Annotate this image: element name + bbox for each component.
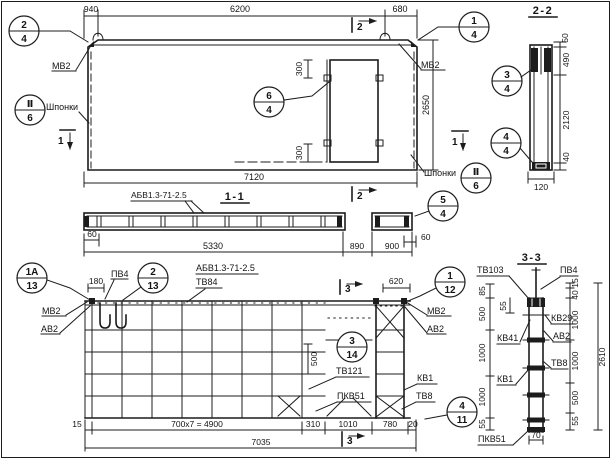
label-tv8: ТВ8 <box>551 358 568 368</box>
svg-text:12: 12 <box>444 285 456 296</box>
dim-310: 310 <box>305 419 321 429</box>
label-mv2-left: МВ2 <box>42 306 61 316</box>
svg-text:4: 4 <box>503 132 509 143</box>
label-series: АБВ1.3-71-2.5 <box>196 263 255 273</box>
dim-70: 70 <box>531 430 541 440</box>
label-mv2-right: МВ2 <box>427 306 446 316</box>
dim-1010: 1010 <box>338 419 358 429</box>
svg-text:1: 1 <box>447 271 453 282</box>
label-kv41: КВ41 <box>497 333 519 343</box>
callout-keys-left <box>15 95 45 125</box>
label-tv84: ТВ84 <box>196 277 218 287</box>
svg-text:1: 1 <box>452 137 458 148</box>
section-marker-1-right <box>452 131 468 150</box>
dim-2610-total: 2610 <box>597 347 607 367</box>
dim-680: 680 <box>392 4 408 14</box>
top-anchor <box>531 48 538 72</box>
svg-text:3: 3 <box>345 284 351 295</box>
dim-1000-left-a: 1000 <box>477 343 487 363</box>
dim-55-left-bottom: 55 <box>477 419 487 429</box>
callout-4-4 <box>491 128 532 162</box>
label-pv4: ПВ4 <box>111 269 129 279</box>
dim-1000-left-b: 1000 <box>477 387 487 407</box>
pin-hook <box>116 303 126 328</box>
label-tv8: ТВ8 <box>416 391 433 401</box>
svg-text:Ⅱ: Ⅱ <box>26 99 34 110</box>
svg-text:5: 5 <box>440 195 446 206</box>
label-kv1: КВ1 <box>497 374 514 384</box>
label-tv103: ТВ103 <box>477 265 504 275</box>
svg-text:11: 11 <box>456 415 468 426</box>
label-kv1: КВ1 <box>417 373 434 383</box>
corner-anchor-left <box>88 41 94 47</box>
section-3-3-title: 3-3 <box>521 252 543 264</box>
dim-55-right: 55 <box>570 416 580 426</box>
dim-85: 85 <box>477 286 487 296</box>
label-av2: АВ2 <box>553 331 571 341</box>
svg-text:4: 4 <box>503 146 509 157</box>
dim-180: 180 <box>88 276 104 286</box>
dim-780: 780 <box>382 419 398 429</box>
label-av2-left: АВ2 <box>41 324 59 334</box>
section-marker-2-top <box>352 18 376 33</box>
dim-55-left-top: 55 <box>498 301 508 311</box>
door-opening <box>330 60 378 162</box>
section-marker-2-bottom <box>352 187 376 202</box>
label-av2-right: АВ2 <box>427 324 445 334</box>
svg-text:3: 3 <box>349 336 355 347</box>
section-3-3-view <box>477 252 607 445</box>
series-label: АБВ1.3-71-2.5 <box>131 190 187 200</box>
dim-15-right: 15 <box>570 278 580 288</box>
dim-500-right: 500 <box>570 390 580 406</box>
svg-text:6: 6 <box>27 113 33 124</box>
dim-20: 20 <box>408 419 418 429</box>
svg-text:2: 2 <box>21 20 27 31</box>
dim-1000-right-a: 1000 <box>570 310 580 330</box>
label-mv2-right: МВ2 <box>421 60 440 70</box>
section-2-2-view <box>491 5 571 192</box>
label-mv2-left: МВ2 <box>52 61 71 71</box>
svg-text:4: 4 <box>440 209 446 220</box>
section-1-1-view <box>84 187 458 256</box>
callout-1a-13 <box>17 263 90 300</box>
dim-40-right: 40 <box>570 290 580 300</box>
top-node <box>527 298 545 307</box>
dim-door-bottom-300: 300 <box>294 145 304 161</box>
svg-text:13: 13 <box>26 281 38 292</box>
dim-500: 500 <box>309 351 319 367</box>
svg-text:1А: 1А <box>25 267 39 278</box>
dim-900: 900 <box>384 241 400 251</box>
dim-490: 490 <box>561 52 571 68</box>
dim-5330: 5330 <box>202 241 224 251</box>
callout-5-4 <box>415 191 458 221</box>
dim-40: 40 <box>561 152 571 162</box>
svg-text:13: 13 <box>147 281 159 292</box>
callout-6-4 <box>254 82 329 117</box>
label-pkv51: ПКВ51 <box>478 434 506 444</box>
bottom-anchor <box>532 162 550 170</box>
label-pkv51: ПКВ51 <box>337 391 365 401</box>
svg-text:4: 4 <box>504 84 510 95</box>
section-2-2-title: 2-2 <box>532 5 554 17</box>
svg-text:6: 6 <box>473 181 479 192</box>
pin-hook <box>100 303 110 328</box>
callout-3-4 <box>492 66 531 96</box>
callout-3-14 <box>337 332 367 362</box>
dim-2120: 2120 <box>561 110 571 130</box>
svg-text:Ⅱ: Ⅱ <box>472 167 480 178</box>
label-tv121: ТВ121 <box>336 366 363 376</box>
label-keys-right: Шпонки <box>424 168 457 178</box>
main-elevation-view <box>9 4 491 193</box>
dim-6200: 6200 <box>229 4 251 14</box>
svg-text:4: 4 <box>21 34 27 45</box>
section-marker-3-top <box>340 280 362 295</box>
svg-text:6: 6 <box>266 91 272 102</box>
section-1-1-title: 1-1 <box>224 191 246 203</box>
dim-2650: 2650 <box>421 94 431 116</box>
keyway-mark <box>376 140 383 146</box>
svg-text:4: 4 <box>459 401 465 412</box>
section-marker-1-left <box>58 130 75 149</box>
keyway-mark <box>376 75 383 81</box>
dim-15: 15 <box>72 419 82 429</box>
svg-text:4: 4 <box>471 30 477 41</box>
dim-7120: 7120 <box>243 172 265 182</box>
svg-text:3: 3 <box>504 70 510 81</box>
svg-text:4: 4 <box>266 105 272 116</box>
dim-890: 890 <box>349 241 365 251</box>
dim-7035: 7035 <box>251 437 271 447</box>
dim-50: 50 <box>560 33 570 43</box>
callout-1-4 <box>418 12 489 42</box>
svg-text:2: 2 <box>357 22 363 33</box>
section-marker-3-bottom <box>342 432 364 447</box>
dim-940: 940 <box>83 4 99 14</box>
svg-text:14: 14 <box>346 350 358 361</box>
svg-text:2: 2 <box>150 267 156 278</box>
dim-door-top-300: 300 <box>294 61 304 77</box>
svg-text:1: 1 <box>471 16 477 27</box>
svg-text:1: 1 <box>58 136 64 147</box>
label-keys-left: Шпонки <box>46 102 79 112</box>
dim-120: 120 <box>533 182 549 192</box>
top-anchor <box>544 48 551 72</box>
label-pv4: ПВ4 <box>560 265 578 275</box>
callout-1-12 <box>408 267 465 301</box>
dim-4900: 700х7 = 4900 <box>171 419 223 429</box>
callout-2-4 <box>9 16 88 46</box>
rebar-plan-view <box>17 263 477 451</box>
dim-60-right: 60 <box>421 232 431 242</box>
dim-620: 620 <box>388 276 404 286</box>
callout-2-13 <box>123 263 168 300</box>
dim-500-left: 500 <box>477 306 487 322</box>
svg-text:2: 2 <box>357 191 363 202</box>
svg-text:3: 3 <box>347 436 353 447</box>
callout-keys-right <box>461 163 491 193</box>
dim-60-left: 60 <box>87 229 97 239</box>
dim-1000-right-b: 1000 <box>570 351 580 371</box>
label-kv29: КВ29 <box>551 313 573 323</box>
